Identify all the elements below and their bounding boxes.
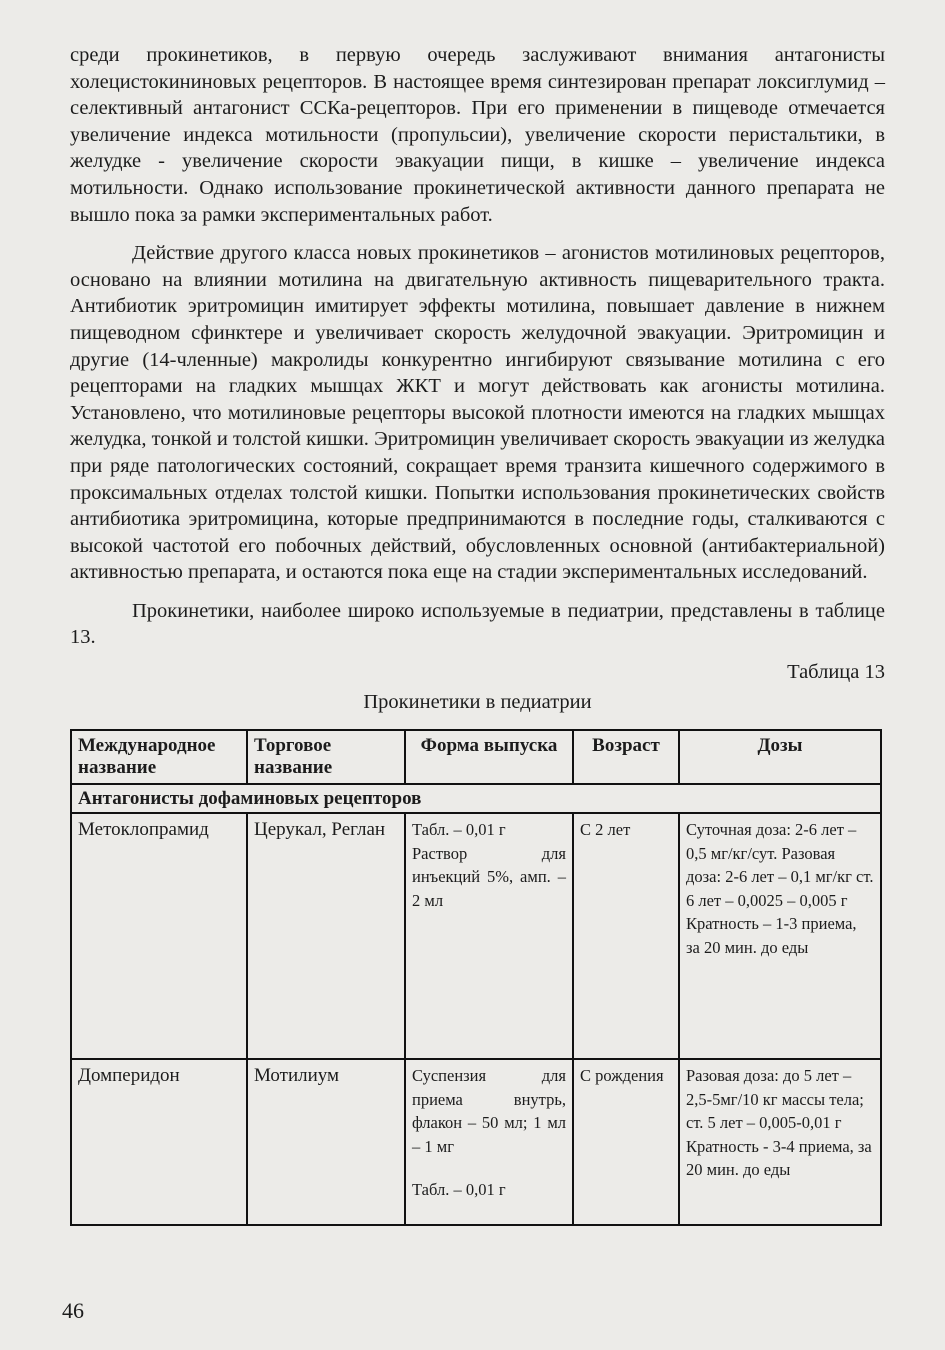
paragraph-1: среди прокинетиков, в первую очередь заслуживают внимания антагонисты холецистокининовых рецепторов. В настоящее время синтезирован препарат локсиглумид – селективный антагонист ССКа-рецепторов. При его применении в пищеводе отмечается увеличение индекса мотильности (пропульсии), увеличение скорости перистальтики, в желудке - увеличение скорости эвакуации пищи, в кишке – увеличение индекса мотильности. Однако использование прокинетической активности данного препарата не вышло пока за рамки экспериментальных работ. bbox=[70, 44, 885, 226]
header-trade-name: Торговое название bbox=[247, 730, 405, 784]
dosage: Суточная доза: 2-6 лет – 0,5 мг/кг/сут. Разовая доза: 2-6 лет – 0,1 мг/кг ст. 6 лет – 0,0025 – 0,005 г Кратность – 1-3 приема, за 20 мин. до еды bbox=[679, 813, 881, 1059]
paragraph-3: Прокинетики, наиболее широко используемые в педиатрии, представлены в таблице 13. bbox=[70, 599, 885, 649]
header-age: Возраст bbox=[573, 730, 679, 784]
release-form bbox=[405, 813, 573, 1059]
drug-name: Метоклопрамид bbox=[71, 813, 247, 1059]
trade-name: Церукал, Реглан bbox=[247, 813, 405, 1059]
age: С 2 лет bbox=[573, 813, 679, 1059]
drug-name: Домперидон bbox=[71, 1059, 247, 1225]
table-header-row bbox=[71, 730, 881, 784]
table-number: Таблица 13 bbox=[787, 661, 885, 684]
prokinetics-table bbox=[70, 729, 882, 1226]
table-title: Прокинетики в педиатрии bbox=[363, 691, 592, 714]
header-form: Форма выпуска bbox=[405, 730, 573, 784]
release-form-line: Суспензия для приема внутрь, флакон – 50 мл; 1 мл – 1 мг bbox=[412, 1066, 566, 1156]
release-form-line: Раствор для инъекций 5%, амп. – 2 мл bbox=[412, 843, 566, 910]
table-row bbox=[71, 813, 881, 1059]
header-international-name: Международное название bbox=[71, 730, 247, 784]
trade-name: Мотилиум bbox=[247, 1059, 405, 1225]
header-doses: Дозы bbox=[679, 730, 881, 784]
paragraph-2: Действие другого класса новых прокинетиков – агонистов мотилиновых рецепторов, основано на влиянии мотилина на двигательную активность пищеварительного тракта. Антибиотик эритромицин имитирует эффекты мотилина, повышает давление в нижнем пищеводном сфинктере и увеличивает скорость желудочной эвакуации. Эритромицин и другие (14-членные) макролиды конкурентно ингибируют связывание мотилина с его рецепторами на гладких мышцах ЖКТ и могут действовать как агонисты мотилина. Установлено, что мотилиновые рецепторы высокой плотности имеются на гладких мышцах желудка, тонкой и толстой кишки. Эритромицин увеличивает скорость эвакуации из желудка при ряде патологических состояний, сокращает время транзита кишечного содержимого в проксимальных отделах толстой кишки. Попытки использования прокинетических свойств антибиотика эритромицина, которые предпринимаются в последние годы, сталкиваются с высокой частотой его побочных действий, обусловленных основной (антибактериальной) активностью препарата, и остаются пока еще на стадии экспериментальных исследований. bbox=[70, 242, 885, 584]
release-form-line: Табл. – 0,01 г bbox=[412, 1180, 506, 1200]
table-group-row bbox=[71, 784, 881, 813]
table-row bbox=[71, 1059, 881, 1225]
age: С рождения bbox=[573, 1059, 679, 1225]
dosage: Разовая доза: до 5 лет – 2,5-5мг/10 кг массы тела; ст. 5 лет – 0,005-0,01 г Кратность - 3-4 приема, за 20 мин. до еды bbox=[679, 1059, 881, 1225]
release-form bbox=[405, 1059, 573, 1225]
page-number: 46 bbox=[62, 1298, 84, 1323]
group-label: Антагонисты дофаминовых рецепторов bbox=[71, 784, 881, 813]
release-form-line: Табл. – 0,01 г bbox=[412, 820, 506, 840]
page-content bbox=[70, 42, 885, 1226]
